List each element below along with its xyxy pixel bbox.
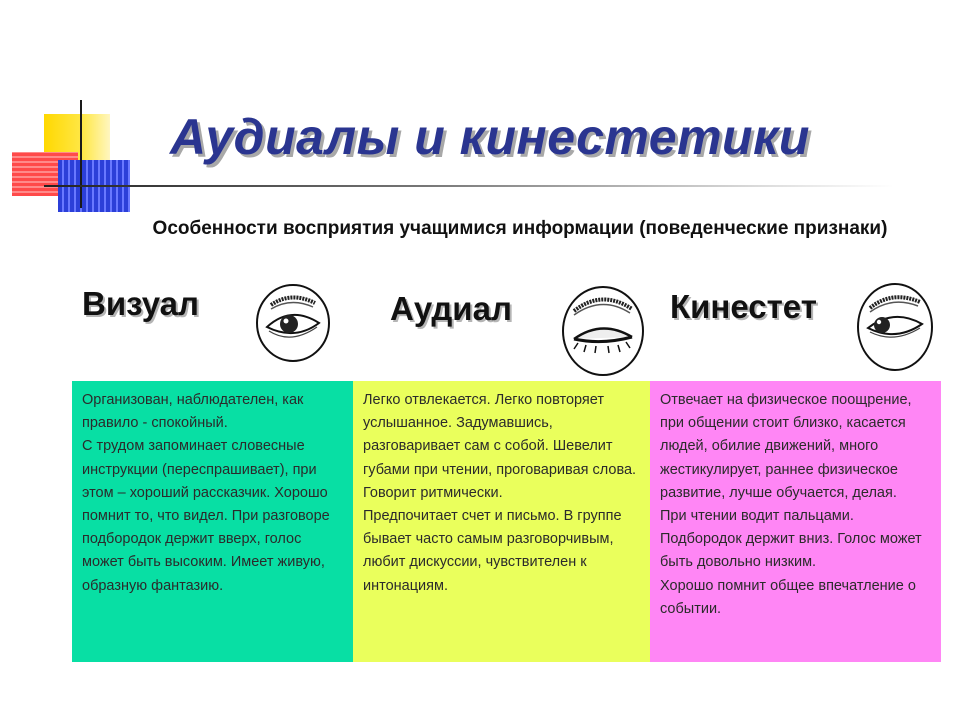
kinesthetic-paragraph-1: Отвечает на физическое поощрение, при общении стоит близко, касается людей, обилие движений, много жестикулирует, раннее физическое развитие, лучше обучается, делая. [660,392,912,501]
slide-subtitle: Особенности восприятия учащимися информации (поведенческие признаки) [152,218,888,239]
kinesthetic-paragraph-3: Хорошо помнит общее впечатление о событии. [660,577,916,617]
audial-paragraph-2: Предпочитает счет и письмо. В группе бывает часто самым разговорчивым, любит дискуссии, чувствителен к интонациям. [363,508,622,594]
title-underline [44,185,894,187]
kinesthetic-paragraph-2: При чтении водит пальцами. Подбородок держит вниз. Голос может быть довольно низким. [660,508,922,571]
audial-paragraph-1: Легко отвлекается. Легко повторяет услышанное. Задумавшись, разговаривает сам с собой. Шевелит губами при чтении, проговаривая слова. Говорит ритмически. [363,392,637,501]
heading-audial: Аудиал [390,290,512,327]
visual-paragraph-1: Организован, наблюдателен, как правило - спокойный. [82,392,304,432]
heading-visual: Визуал [82,285,199,322]
looking-eye-icon [856,282,934,372]
slide-title: Аудиалы и кинестетики [170,109,810,165]
column-audial [353,381,650,662]
heading-kinesthetic: Кинестет [670,288,817,325]
column-visual [72,381,353,662]
decor-vertical-line [80,100,82,208]
open-eye-icon [255,283,333,365]
visual-paragraph-2: С трудом запоминает словесные инструкции (переспрашивает), при этом – хороший рассказчик. Хорошо помнит то, что видел. При разговоре подбородок держит вверх, голос может быть высоким. Имеет живую, образную фантазию. [82,438,330,594]
closed-eye-icon [560,283,646,379]
column-kinesthetic [650,381,941,662]
